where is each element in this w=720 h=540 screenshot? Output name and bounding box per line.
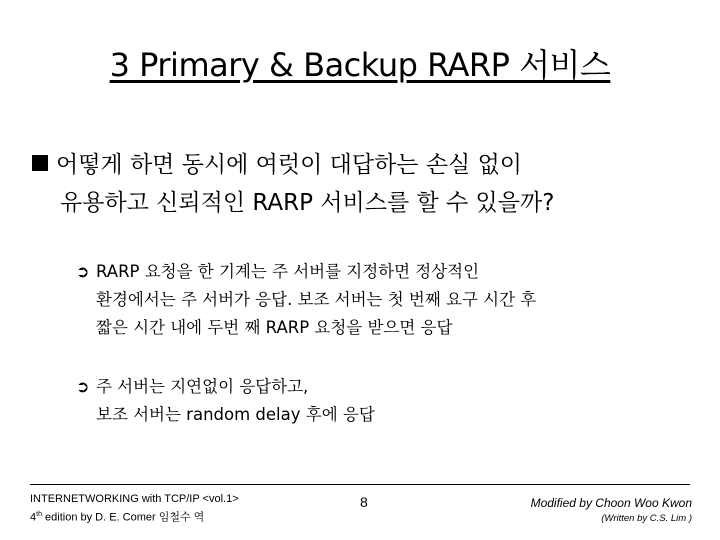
sub-bullet-2-line1: 주 서버는 지연없이 응답하고, bbox=[96, 377, 309, 396]
footer-book-info bbox=[30, 492, 239, 526]
footer-written-by: (Written by C.S. Lim ) bbox=[601, 513, 692, 524]
footer-divider bbox=[30, 484, 690, 485]
sub-bullet-1 bbox=[76, 258, 696, 342]
sub-bullet-2-line2: 보조 서버는 random delay 후에 응답 bbox=[96, 405, 375, 424]
edition-number: 4 bbox=[30, 511, 37, 524]
main-bullet-line2: 유용하고 신뢰적인 RARP 서비스를 할 수 있을까? bbox=[60, 190, 555, 216]
footer-credits bbox=[531, 494, 692, 526]
footer-book-edition bbox=[30, 507, 239, 526]
page-number: 8 bbox=[360, 494, 368, 510]
slide-title: 3 Primary & Backup RARP 서비스 bbox=[109, 46, 611, 84]
sub-bullet-1-line1: RARP 요청을 한 기계는 주 서버를 지정하면 정상적인 bbox=[96, 262, 480, 281]
main-bullet bbox=[32, 146, 702, 222]
arrow-bullet-icon: ➲ bbox=[76, 377, 90, 396]
edition-suffix: th bbox=[36, 511, 42, 518]
edition-author: edition by D. E. Comer 임철수 역 bbox=[41, 511, 205, 524]
sub-bullet-1-line2: 환경에서는 주 서버가 응답. 보조 서버는 첫 번째 요구 시간 후 bbox=[96, 290, 537, 309]
sub-bullet-1-line3: 짧은 시간 내에 두번 째 RARP 요청을 받으면 응답 bbox=[96, 318, 453, 337]
square-bullet-icon bbox=[32, 155, 48, 171]
main-bullet-line1: 어떻게 하면 동시에 여럿이 대답하는 손실 없이 bbox=[56, 152, 523, 178]
footer-book-title: INTERNETWORKING with TCP/IP <vol.1> bbox=[30, 493, 239, 505]
sub-bullet-2 bbox=[76, 373, 696, 429]
arrow-bullet-icon: ➲ bbox=[76, 262, 90, 281]
footer-modified-by: Modified by Choon Woo Kwon bbox=[530, 496, 692, 510]
